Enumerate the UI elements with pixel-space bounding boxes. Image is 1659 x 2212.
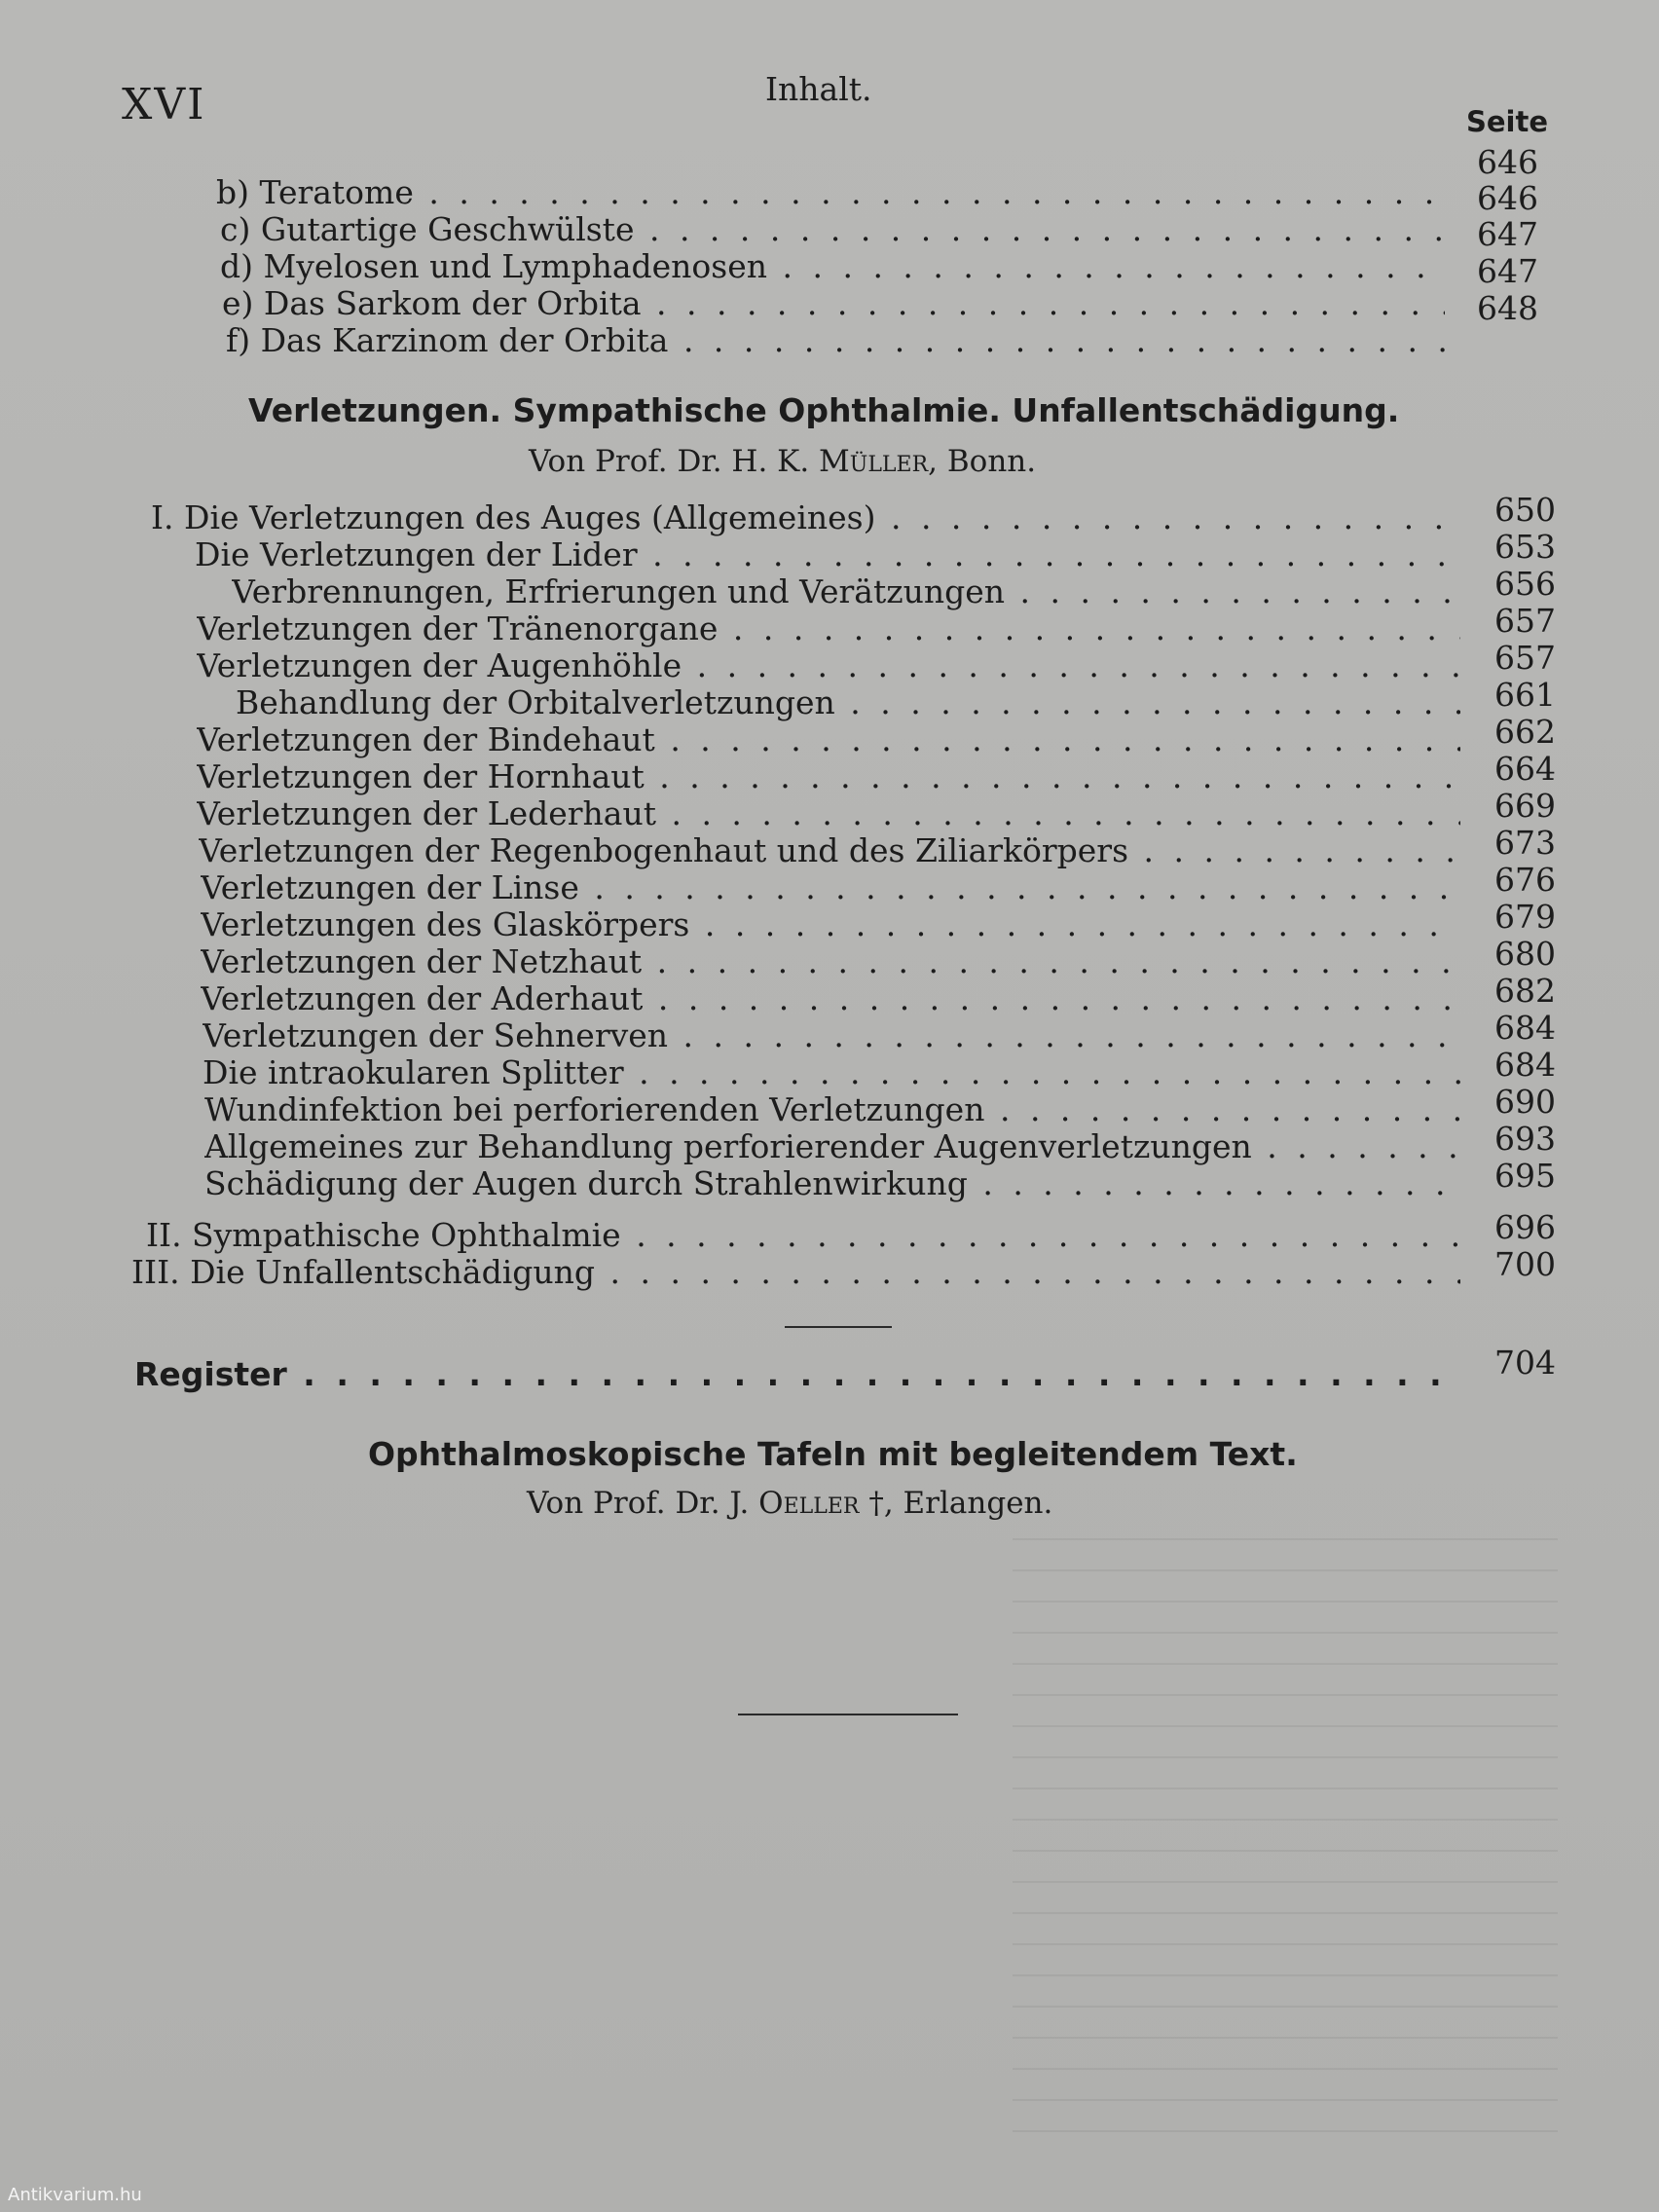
page-ref: 657 [1494,602,1556,640]
page-ref: 695 [1494,1157,1556,1195]
toc-entry: f) Das Karzinom der Orbita . . . [226,322,1445,359]
plates-author: Von Prof. Dr. J. Oeller †, Erlangen. [527,1486,1053,1521]
toc-entry: Verletzungen der Linse . . . [201,869,1460,906]
toc-entry: Verletzungen der Tränenorgane . . . [197,610,1460,647]
page-ref: 690 [1494,1083,1556,1121]
toc-entry: Verletzungen der Hornhaut . . . [197,758,1460,795]
toc-entry: Schädigung der Augen durch Strahlenwirkung . . . [204,1165,1460,1202]
register-entry: Register . . . [134,1356,1462,1393]
toc-entry: I. Die Verletzungen des Auges (Allgemeines) . . . [151,499,1460,536]
watermark: Antikvarium.hu [8,2185,142,2205]
page-ref: 657 [1494,639,1556,677]
toc-entry: d) Myelosen und Lymphadenosen . . . [220,248,1445,285]
toc-entry: Verletzungen der Augenhöhle . . . [197,647,1460,684]
toc-entry: e) Das Sarkom der Orbita . . . [222,285,1445,322]
page-ref: 661 [1494,676,1556,714]
page-ref: 676 [1494,861,1556,899]
toc-entry: Verbrennungen, Erfrierungen und Verätzungen . . . [232,573,1460,610]
page-ref: 650 [1494,491,1556,529]
toc-entry: c) Gutartige Geschwülste . . . [220,211,1445,248]
toc-entry: b) Teratome . . . [216,174,1445,211]
toc-entry: Verletzungen der Netzhaut . . . [201,943,1460,980]
page-ref: 696 [1494,1208,1556,1246]
page-ref: 647 [1477,215,1538,253]
section-heading: Verletzungen. Sympathische Ophthalmie. Unfallentschädigung. [248,391,1400,429]
bleed-through-text [1013,1538,1558,2142]
page-ref: 682 [1494,972,1556,1010]
page-ref: 647 [1477,252,1538,290]
page-ref: 693 [1494,1120,1556,1158]
toc-entry: Wundinfektion bei perforierenden Verletzungen . . . [204,1091,1460,1128]
plates-heading: Ophthalmoskopische Tafeln mit begleitendem Text. [368,1435,1298,1473]
page-ref: 704 [1494,1344,1556,1382]
page-ref: 680 [1494,935,1556,973]
page-ref: 656 [1494,565,1556,603]
page-ref: 673 [1494,824,1556,862]
toc-entry: Verletzungen der Regenbogenhaut und des Ziliarkörpers . . . [199,832,1460,869]
page-ref: 648 [1477,289,1538,327]
running-title: Inhalt. [765,70,872,108]
page-ref: 684 [1494,1009,1556,1047]
page-ref: 700 [1494,1245,1556,1283]
toc-entry: Verletzungen der Aderhaut . . . [201,980,1460,1017]
page-ref: 664 [1494,750,1556,788]
toc-entry: Die Verletzungen der Lider . . . [195,536,1460,573]
toc-entry: Verletzungen der Sehnerven . . . [203,1017,1460,1054]
page-ref: 646 [1477,143,1538,181]
section-author: Von Prof. Dr. H. K. Müller, Bonn. [529,444,1037,479]
section-divider [785,1326,892,1328]
page-ref: 662 [1494,713,1556,751]
page-ref: 684 [1494,1046,1556,1084]
page-number: XVI [122,80,206,129]
toc-entry: II. Sympathische Ophthalmie . . . [146,1217,1460,1254]
toc-entry: Verletzungen des Glaskörpers . . . [201,906,1460,943]
seite-column-label: Seite [1466,105,1549,138]
toc-entry: Verletzungen der Bindehaut . . . [197,721,1460,758]
page-ref: 679 [1494,898,1556,936]
toc-entry: Allgemeines zur Behandlung perforierender Augenverletzungen . . . [204,1128,1460,1165]
toc-entry: Die intraokularen Splitter . . . [203,1054,1460,1091]
page-ref: 646 [1477,179,1538,217]
page-ref: 653 [1494,528,1556,566]
page-ref: 669 [1494,787,1556,825]
toc-entry: Behandlung der Orbitalverletzungen . . . [236,684,1460,721]
closing-divider [738,1714,958,1715]
toc-entry: III. Die Unfallentschädigung . . . [131,1254,1460,1291]
toc-entry: Verletzungen der Lederhaut . . . [197,795,1460,832]
